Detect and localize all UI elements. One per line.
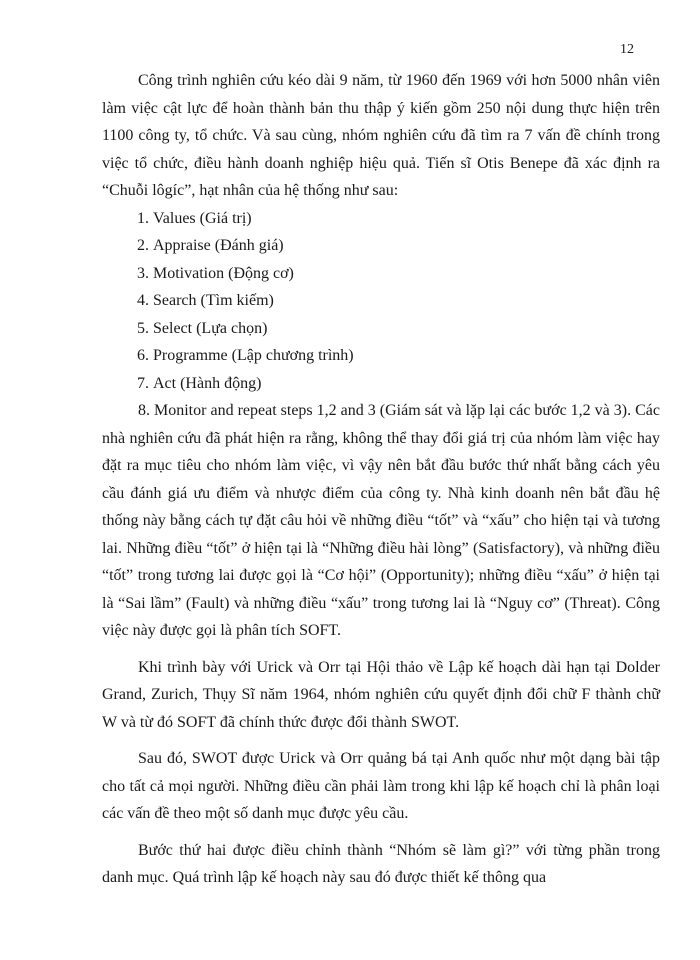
intro-paragraph: Công trình nghiên cứu kéo dài 9 năm, từ 1960 đến 1969 với hơn 5000 nhân viên làm việc cật lực để hoàn thành bản thu thập ý kiến gồm 250 nội dung thực hiện trên 1100 công ty, tổ chức. Và sau cùng, nhóm nghiên cứu đã tìm ra 7 vấn đề chính trong việc tổ chức, điều hành doanh nghiệp hiệu quả. Tiến sĩ Otis Benepe đã xác định ra “Chuỗi lôgíc”, hạt nhân của hệ thống như sau:: [102, 72, 660, 199]
list-item: 1. Values (Giá trị): [137, 209, 252, 227]
step2-paragraph: Bước thứ hai được điều chỉnh thành “Nhóm sẽ làm gì?” với từng phần trong danh mục. Quá trình lập kế hoạch này sau đó được thiết kế thông qua: [102, 841, 660, 886]
body-text: [102, 67, 660, 892]
page-number: 12: [620, 42, 634, 57]
list-item: 3. Motivation (Động cơ): [137, 264, 294, 282]
uk-paragraph: Sau đó, SWOT được Urick và Orr quảng bá tại Anh quốc như một dạng bài tập cho tất cả mọi người. Những điều cần phải làm trong khi lập kế hoạch chỉ là phân loại các vấn đề theo một số danh mục được yêu cầu.: [102, 750, 660, 822]
list-item: 6. Programme (Lập chương trình): [137, 347, 354, 364]
item8-paragraph: 8. Monitor and repeat steps 1,2 and 3 (Giám sát và lặp lại các bước 1,2 và 3). Các nhà nghiên cứu đã phát hiện ra rằng, không thể thay đổi giá trị của nhóm làm việc hay đặt ra mục tiêu cho nhóm làm việc, vì vậy nên bắt đầu bước thứ nhất bằng cách yêu cầu đánh giá ưu điểm và nhược điểm của công ty. Nhà kinh doanh nên bắt đầu hệ thống này bằng cách tự đặt câu hỏi về những điều “tốt” và “xấu” cho hiện tại và tương lai. Những điều “tốt” ở hiện tại là “Những điều hài lòng” (Satisfactory), và những điều “tốt” trong tương lai được gọi là “Cơ hội” (Opportunity); những điều “xấu” ở hiện tại là “Sai lầm” (Fault) và những điều “xấu” trong tương lai là “Nguy cơ” (Threat). Công việc này được gọi là phân tích SOFT.: [102, 402, 660, 639]
list-item: 4. Search (Tìm kiếm): [137, 292, 274, 309]
chain-logic-list: [102, 205, 660, 398]
list-item: 2. Appraise (Đánh giá): [137, 237, 284, 254]
list-item: 5. Select (Lựa chọn): [137, 319, 268, 337]
zurich-paragraph: Khi trình bày với Urick và Orr tại Hội thảo về Lập kế hoạch dài hạn tại Dolder Grand, Zurich, Thụy Sĩ năm 1964, nhóm nghiên cứu quyết định đổi chữ F thành chữ W và từ đó SOFT đã chính thức được đổi thành SWOT.: [102, 658, 660, 731]
list-item: 7. Act (Hành động): [137, 374, 262, 392]
